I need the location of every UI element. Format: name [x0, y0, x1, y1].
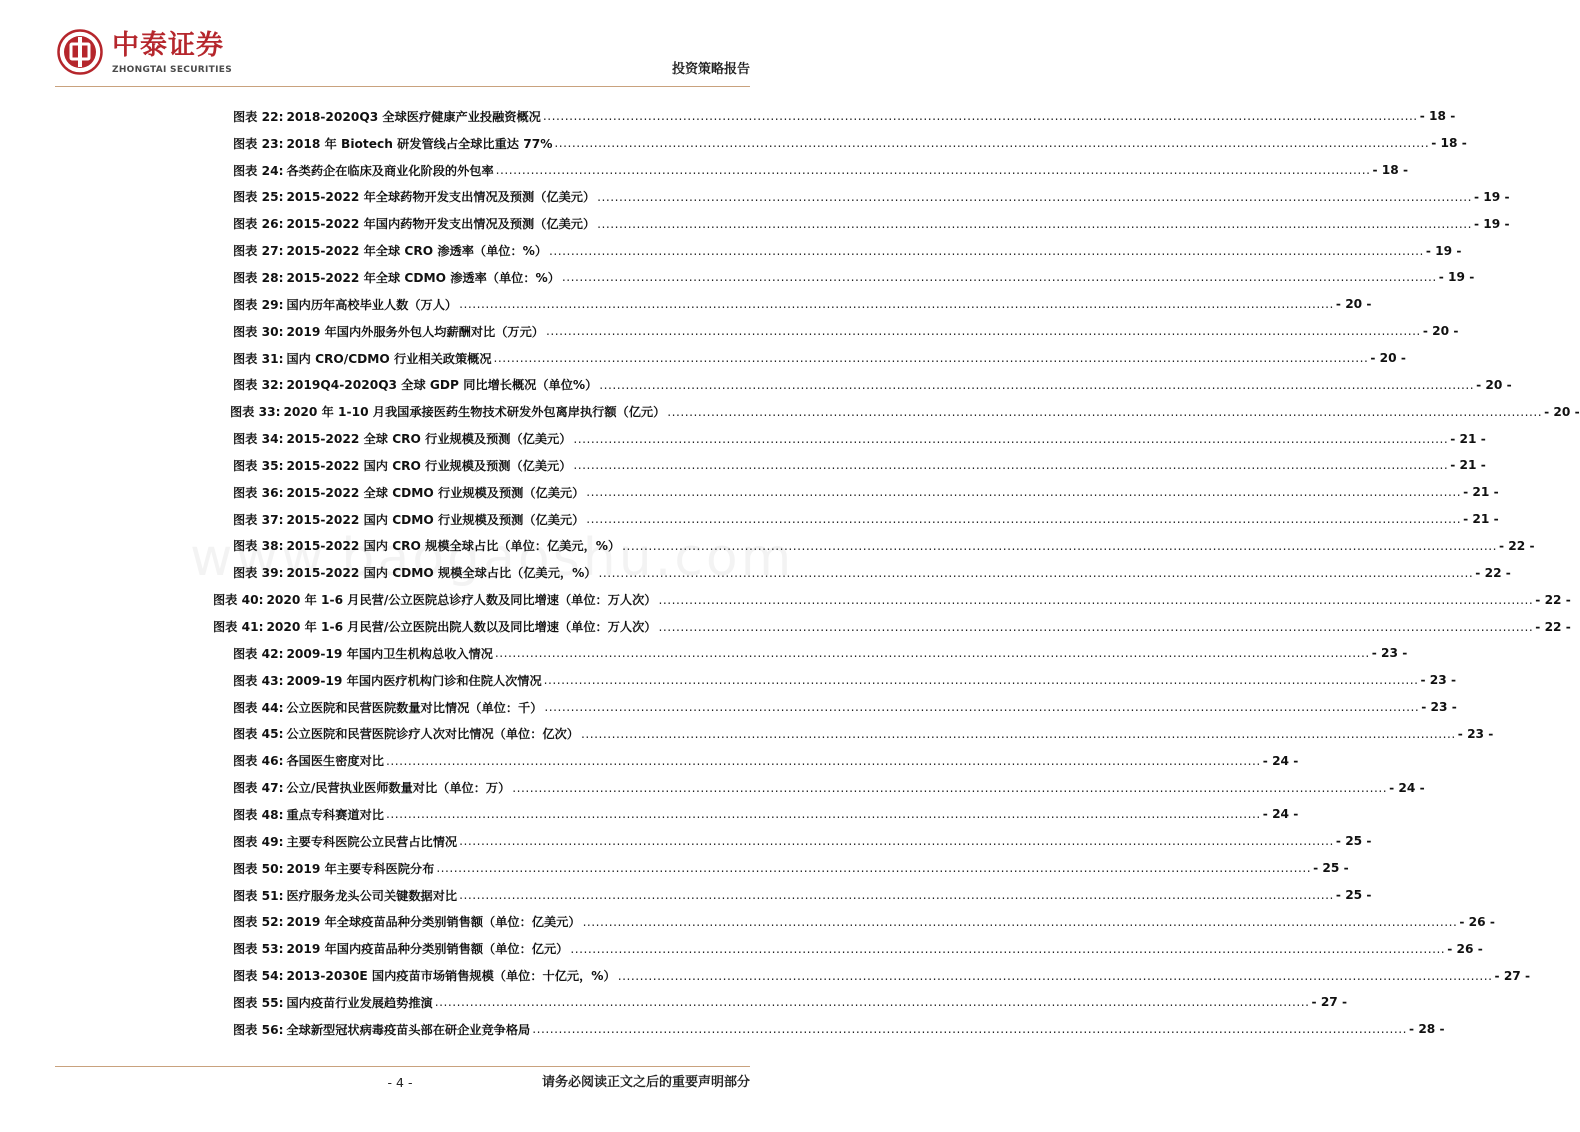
toc-entry-page: - 24 - [1262, 753, 1299, 768]
toc-leader-dots: ........................................................................................................................................................................................................ [561, 270, 1437, 285]
toc-entry-title: 2018 年 Biotech 研发管线占全球比重达 77% [286, 136, 553, 151]
toc-entry-title: 2019Q4-2020Q3 全球 GDP 同比增长概况（单位%） [286, 378, 598, 393]
toc-entry[interactable] [230, 398, 1580, 425]
toc-entry-title: 2018-2020Q3 全球医疗健康产业投融资概况 [286, 109, 541, 124]
toc-entry-label: 图表 26: [233, 217, 284, 232]
toc-entry-page: - 21 - [1463, 485, 1499, 500]
toc-entry-page: - 21 - [1450, 431, 1486, 446]
report-type: 投资策略报告 [671, 62, 750, 77]
toc-entry-title: 公立/民营执业医师数量对比（单位：万） [286, 781, 511, 796]
toc-entry-label: 图表 30: [233, 324, 284, 339]
toc-entry[interactable] [233, 533, 1535, 560]
toc-entry-title: 2019 年国内疫苗品种分类别销售额（单位：亿元） [286, 942, 569, 957]
toc-entry-label: 图表 55: [233, 995, 284, 1010]
toc-entry-page: - 26 - [1459, 914, 1495, 929]
toc-entry-page: - 24 - [1389, 780, 1425, 795]
footer-disclaimer: 请务必阅读正文之后的重要声明部分 [541, 1075, 750, 1090]
logo-wordmark-en: ZHONGTAI SECURITIES [112, 65, 232, 75]
toc-leader-dots: ........................................................................................................................................................................................................ [622, 538, 1497, 553]
toc-leader-dots: ........................................................................................................................................................................................................ [586, 512, 1462, 527]
toc-entry[interactable] [233, 184, 1510, 211]
toc-entry-label: 图表 34: [233, 432, 284, 447]
toc-entry-label: 图表 43: [233, 673, 284, 688]
toc-entry-page: - 20 - [1370, 351, 1406, 366]
toc-entry-label: 图表 50: [233, 861, 284, 876]
toc-entry-label: 图表 25: [233, 190, 284, 205]
toc-entry[interactable] [233, 747, 1299, 774]
toc-leader-dots: ........................................................................................................................................................................................................ [495, 163, 1371, 178]
toc-entry-title: 2015-2022 国内 CDMO 规模全球占比（亿美元，%） [286, 566, 597, 581]
toc-entry-page: - 21 - [1450, 458, 1486, 473]
toc-entry-title: 2015-2022 国内 CDMO 行业规模及预测（亿美元） [286, 512, 585, 527]
toc-entry[interactable] [233, 882, 1372, 909]
toc-entry-title: 国内 CRO/CDMO 行业相关政策概况 [286, 351, 492, 366]
toc-entry-label: 图表 47: [233, 781, 284, 796]
toc-entry-page: - 21 - [1463, 512, 1499, 527]
toc-leader-dots: ........................................................................................................................................................................................................ [459, 834, 1334, 849]
toc-entry[interactable] [233, 318, 1459, 345]
toc-entry[interactable] [233, 264, 1475, 291]
toc-entry[interactable] [213, 613, 1571, 640]
page-number: - 4 - [387, 1075, 413, 1090]
toc-leader-dots: ........................................................................................................................................................................................................ [597, 216, 1472, 231]
toc-entry[interactable] [233, 345, 1406, 372]
toc-entry[interactable] [233, 667, 1457, 694]
toc-leader-dots: ........................................................................................................................................................................................................ [532, 1022, 1408, 1037]
toc-entry-label: 图表 45: [233, 727, 284, 742]
toc-entry[interactable] [233, 425, 1486, 452]
toc-entry-title: 2009-19 年国内卫生机构总收入情况 [286, 646, 493, 661]
toc-entry-label: 图表 53: [233, 942, 284, 957]
toc-leader-dots: ........................................................................................................................................................................................................ [573, 458, 1449, 473]
toc-entry[interactable] [233, 291, 1372, 318]
toc-entry-title: 各类药企在临床及商业化阶段的外包率 [286, 163, 494, 178]
toc-entry-title: 2019 年全球疫苗品种分类别销售额（单位：亿美元） [286, 915, 581, 930]
toc-entry[interactable] [233, 989, 1348, 1016]
toc-entry-page: - 25 - [1335, 834, 1372, 849]
toc-entry-title: 2013-2030E 国内疫苗市场销售规模（单位：十亿元，%） [286, 969, 616, 984]
toc-entry[interactable] [233, 962, 1531, 989]
toc-entry[interactable] [233, 828, 1372, 855]
toc-entry-label: 图表 49: [233, 834, 284, 849]
toc-entry-label: 图表 56: [233, 1022, 284, 1037]
toc-leader-dots: ........................................................................................................................................................................................................ [658, 592, 1534, 607]
toc-entry-title: 各国医生密度对比 [286, 754, 384, 769]
toc-entry-label: 图表 46: [233, 754, 284, 769]
toc-entry-page: - 22 - [1535, 592, 1571, 607]
toc-entry[interactable] [233, 640, 1408, 667]
toc-entry-title: 重点专科赛道对比 [286, 807, 384, 822]
toc-leader-dots: ........................................................................................................................................................................................................ [459, 888, 1334, 903]
toc-entry[interactable] [233, 506, 1499, 533]
toc-leader-dots: ........................................................................................................................................................................................................ [385, 807, 1261, 822]
toc-entry[interactable] [233, 855, 1349, 882]
toc-entry[interactable] [233, 721, 1494, 748]
toc-entry-title: 国内疫苗行业发展趋势推演 [286, 995, 433, 1010]
toc-entry-title: 2015-2022 年全球 CRO 渗透率（单位：%） [286, 244, 548, 259]
toc-leader-dots: ........................................................................................................................................................................................................ [586, 485, 1462, 500]
toc-entry-title: 2015-2022 年全球药物开发支出情况及预测（亿美元） [286, 190, 596, 205]
toc-entry-label: 图表 27: [233, 244, 284, 259]
toc-leader-dots: ........................................................................................................................................................................................................ [570, 941, 1446, 956]
toc-entry-title: 2020 年 1-6 月民营/公立医院出院人数以及同比增速（单位：万人次） [266, 620, 657, 635]
toc-entry-page: - 23 - [1457, 726, 1494, 741]
toc-entry-label: 图表 37: [233, 512, 284, 527]
toc-entry-title: 公立医院和民营医院数量对比情况（单位：千） [286, 700, 543, 715]
toc-entry-page: - 22 - [1535, 619, 1571, 634]
toc-entry-title: 2009-19 年国内医疗机构门诊和住院人次情况 [286, 673, 542, 688]
toc-entry[interactable] [233, 694, 1457, 721]
toc-entry-title: 2015-2022 国内 CRO 行业规模及预测（亿美元） [286, 458, 572, 473]
toc-entry[interactable] [233, 130, 1467, 157]
toc-entry-title: 公立医院和民营医院诊疗人次对比情况（单位：亿次） [286, 727, 579, 742]
toc-entry[interactable] [233, 157, 1409, 184]
toc-entry-label: 图表 35: [233, 458, 284, 473]
toc-entry[interactable] [233, 237, 1462, 264]
toc-entry-title: 2015-2022 年国内药物开发支出情况及预测（亿美元） [286, 217, 596, 232]
toc-leader-dots: ........................................................................................................................................................................................................ [543, 673, 1419, 688]
toc-entry-page: - 28 - [1409, 1022, 1445, 1037]
toc-entry[interactable] [233, 801, 1299, 828]
toc-leader-dots: ........................................................................................................................................................................................................ [617, 968, 1493, 983]
toc-entry-label: 图表 39: [233, 566, 284, 581]
toc-entry-title: 2020 年 1-6 月民营/公立医院总诊疗人数及同比增速（单位：万人次） [266, 593, 657, 608]
toc-entry-page: - 24 - [1262, 807, 1299, 822]
toc-leader-dots: ........................................................................................................................................................................................................ [599, 377, 1475, 392]
toc-leader-dots: ........................................................................................................................................................................................................ [582, 914, 1458, 929]
toc-entry-page: - 25 - [1313, 861, 1349, 876]
toc-leader-dots: ........................................................................................................................................................................................................ [512, 780, 1388, 795]
toc-entry-title: 全球新型冠状病毒疫苗头部在研企业竞争格局 [286, 1022, 531, 1037]
toc-leader-dots: ........................................................................................................................................................................................................ [544, 700, 1420, 715]
toc-entry-page: - 20 - [1422, 324, 1459, 339]
toc-entry[interactable] [233, 372, 1512, 399]
toc-entry-label: 图表 32: [233, 378, 284, 393]
toc-entry-label: 图表 51: [233, 888, 284, 903]
zhongtai-logo-icon [57, 29, 103, 75]
toc-entry[interactable] [233, 774, 1425, 801]
toc-entry-label: 图表 41: [213, 620, 264, 635]
toc-entry-page: - 27 - [1494, 968, 1531, 983]
toc-entry-page: - 19 - [1473, 216, 1510, 231]
toc-entry-label: 图表 38: [233, 539, 284, 554]
toc-leader-dots: ........................................................................................................................................................................................................ [667, 404, 1543, 419]
toc-entry-label: 图表 40: [213, 593, 264, 608]
toc-entry-label: 图表 42: [233, 646, 284, 661]
toc-entry-page: - 18 - [1419, 109, 1456, 124]
toc-entry-title: 2015-2022 全球 CDMO 行业规模及预测（亿美元） [286, 485, 585, 500]
toc-entry-title: 2015-2022 年全球 CDMO 渗透率（单位：%） [286, 270, 560, 285]
toc-entry-page: - 20 - [1335, 297, 1372, 312]
logo-wordmark-cn: 中泰证券 [112, 30, 224, 61]
toc-entry-label: 图表 24: [233, 163, 284, 178]
toc-leader-dots: ........................................................................................................................................................................................................ [549, 243, 1424, 258]
toc-entry[interactable] [233, 935, 1483, 962]
toc-leader-dots: ........................................................................................................................................................................................................ [658, 619, 1534, 634]
toc-entry-page: - 18 - [1431, 136, 1467, 151]
toc-entry-page: - 19 - [1438, 270, 1475, 285]
toc-entry-label: 图表 54: [233, 969, 284, 984]
toc-entry-label: 图表 28: [233, 270, 284, 285]
toc-leader-dots: ........................................................................................................................................................................................................ [542, 109, 1418, 124]
toc-entry-label: 图表 52: [233, 915, 284, 930]
toc-entry-title: 医疗服务龙头公司关键数据对比 [286, 888, 458, 903]
toc-entry-title: 2015-2022 国内 CRO 规模全球占比（单位：亿美元，%） [286, 539, 621, 554]
toc-leader-dots: ........................................................................................................................................................................................................ [385, 753, 1261, 768]
toc-entry-page: - 22 - [1498, 538, 1535, 553]
toc-entry-label: 图表 22: [233, 109, 284, 124]
toc-entry[interactable] [233, 479, 1499, 506]
footer-divider [55, 1066, 750, 1067]
toc-entry-page: - 22 - [1475, 565, 1511, 580]
toc-leader-dots: ........................................................................................................................................................................................................ [436, 861, 1312, 876]
toc-entry-label: 图表 23: [233, 136, 284, 151]
toc-entry[interactable] [233, 909, 1495, 936]
toc-entry-label: 图表 36: [233, 485, 284, 500]
toc-entry-title: 2019 年主要专科医院分布 [286, 861, 435, 876]
toc-leader-dots: ........................................................................................................................................................................................................ [546, 324, 1421, 339]
toc-leader-dots: ........................................................................................................................................................................................................ [434, 995, 1310, 1010]
toc-leader-dots: ........................................................................................................................................................................................................ [554, 136, 1430, 151]
toc-entry[interactable] [233, 103, 1456, 130]
toc-entry-page: - 19 - [1425, 243, 1462, 258]
toc-entry-page: - 27 - [1311, 995, 1348, 1010]
toc-entry-page: - 25 - [1335, 888, 1372, 903]
header-divider [55, 86, 750, 87]
toc-entry-page: - 20 - [1476, 377, 1512, 392]
toc-entry[interactable] [233, 210, 1510, 237]
toc-entry-title: 主要专科医院公立民营占比情况 [286, 834, 458, 849]
toc-entry-page: - 26 - [1447, 941, 1483, 956]
toc-entry[interactable] [213, 586, 1571, 613]
toc-entry-page: - 23 - [1420, 673, 1457, 688]
toc-entry[interactable] [233, 559, 1511, 586]
toc-leader-dots: ........................................................................................................................................................................................................ [493, 351, 1369, 366]
toc-entry-title: 2015-2022 全球 CRO 行业规模及预测（亿美元） [286, 432, 572, 447]
toc-entry-page: - 23 - [1421, 700, 1457, 715]
toc-entry[interactable] [233, 1016, 1445, 1043]
toc-entry-page: - 20 - [1544, 404, 1580, 419]
toc-entry-label: 图表 29: [233, 297, 284, 312]
toc-entry-title: 2020 年 1-10 月我国承接医药生物技术研发外包离岸执行额（亿元） [283, 405, 666, 420]
toc-entry[interactable] [233, 452, 1486, 479]
toc-entry-label: 图表 48: [233, 807, 284, 822]
toc-leader-dots: ........................................................................................................................................................................................................ [580, 726, 1456, 741]
toc-entry-label: 图表 33: [230, 405, 281, 420]
toc-entry-title: 国内历年高校毕业人数（万人） [286, 297, 458, 312]
toc-leader-dots: ........................................................................................................................................................................................................ [573, 431, 1449, 446]
toc-leader-dots: ........................................................................................................................................................................................................ [494, 646, 1370, 661]
page-header [0, 0, 800, 95]
toc-leader-dots: ........................................................................................................................................................................................................ [459, 297, 1334, 312]
toc-entry-page: - 23 - [1371, 646, 1408, 661]
toc-entry-label: 图表 31: [233, 351, 284, 366]
toc-entry-label: 图表 44: [233, 700, 284, 715]
toc-entry-page: - 19 - [1473, 189, 1510, 204]
toc-leader-dots: ........................................................................................................................................................................................................ [598, 565, 1474, 580]
toc-entry-title: 2019 年国内外服务外包人均薪酬对比（万元） [286, 324, 544, 339]
toc-leader-dots: ........................................................................................................................................................................................................ [597, 189, 1472, 204]
toc-entry-page: - 18 - [1372, 163, 1409, 178]
